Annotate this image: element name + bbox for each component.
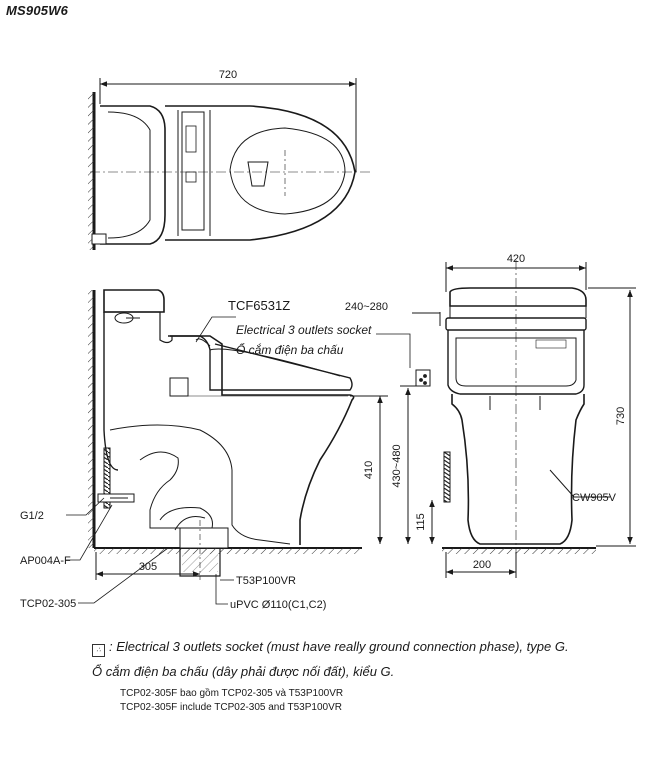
dim-front-offset: 200 [472, 559, 492, 571]
dim-total-height: 730 [615, 406, 627, 426]
note-line-2: TCP02-305F include TCP02-305 and T53P100VR [120, 702, 342, 713]
dim-seat-height: 410 [363, 460, 375, 480]
dim-plan-width: 720 [218, 69, 238, 81]
valve-model-label: AP004A-F [20, 555, 71, 567]
seat-model-label: TCF6531Z [228, 298, 291, 313]
dim-supply-height: 115 [415, 513, 427, 531]
plan-view [88, 78, 372, 250]
front-view [412, 260, 636, 578]
model-code: MS905W6 [6, 3, 69, 18]
body-model-label: CW905V [572, 492, 617, 504]
legend [92, 638, 652, 680]
flange-model-label: TCP02-305 [20, 598, 77, 610]
dim-rough-in: 305 [138, 561, 158, 573]
socket-vi-label: Ổ cắm điện ba chấu [236, 343, 344, 357]
pipe-model-label: T53P100VR [236, 575, 296, 587]
note-line-1: TCP02-305F bao gồm TCP02-305 và T53P100VR [120, 688, 344, 699]
dim-socket-offset: 240~280 [344, 301, 388, 313]
socket-en-label: Electrical 3 outlets socket [236, 323, 372, 337]
legend-vi: Ổ cắm điện ba chấu (dây phải được nối đất), kiểu G. [92, 664, 395, 679]
socket-icon: ∴ [92, 644, 105, 657]
legend-en: : Electrical 3 outlets socket (must have really ground connection phase), type G. [109, 639, 569, 654]
drain-pipe-label: uPVC Ø110(C1,C2) [230, 599, 327, 611]
dim-front-width: 420 [506, 253, 526, 265]
supply-thread-label: G1/2 [20, 510, 44, 522]
dim-socket-height: 430~480 [391, 444, 403, 488]
